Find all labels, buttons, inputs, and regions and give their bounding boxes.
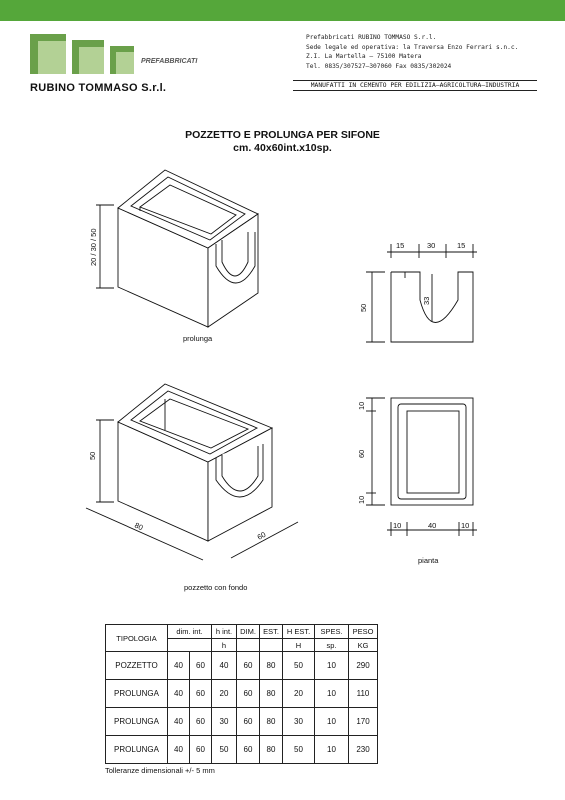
contact-line: Prefabbricati RUBINO TOMMASO S.r.l. (306, 34, 437, 41)
cell-d2: 80 (260, 652, 283, 680)
cell-tipologia: PROLUNGA (106, 680, 168, 708)
th-sub-H: H (283, 639, 315, 652)
dim-elev-height: 50 (359, 303, 368, 312)
cell-tipologia: PROLUNGA (106, 708, 168, 736)
elevation-drawing (366, 244, 477, 342)
dim-plan-b-mid: 40 (428, 521, 437, 530)
dim-elev-notch: 33 (422, 296, 431, 305)
document-subtitle: cm. 40x60int.x10sp. (233, 142, 332, 154)
cell-a: 40 (168, 652, 190, 680)
cell-peso: 170 (349, 708, 378, 736)
tolerance-note: Tolleranze dimensionali +/- 5 mm (105, 766, 215, 775)
cell-d1: 60 (237, 708, 260, 736)
dim-elev-right: 15 (457, 241, 466, 250)
th-h-est: H EST. (283, 625, 315, 639)
contact-line: Z.I. La Martella — 75100 Matera (306, 53, 422, 61)
dim-plan-top: 10 (357, 401, 366, 410)
th-h-int: h int. (212, 625, 237, 639)
table-row (106, 708, 378, 736)
cell-d1: 60 (237, 736, 260, 764)
cell-H: 50 (283, 652, 315, 680)
document-title: POZZETTO E PROLUNGA PER SIFONE (185, 129, 380, 141)
cell-a: 40 (168, 680, 190, 708)
table-row (106, 736, 378, 764)
cell-sp: 10 (315, 708, 349, 736)
th-dim: DIM. (237, 625, 260, 639)
cell-tipologia: POZZETTO (106, 652, 168, 680)
prolunga-drawing (118, 170, 258, 327)
th-est: EST. (260, 625, 283, 639)
dim-elev-left: 15 (396, 241, 405, 250)
cell-sp: 10 (315, 680, 349, 708)
table-header-row (106, 625, 378, 639)
cell-H: 30 (283, 708, 315, 736)
cell-d2: 80 (260, 708, 283, 736)
contact-line: Tel. 0835/307527—307060 Fax 0835/302024 (306, 62, 452, 70)
logo-tag: PREFABBRICATI (141, 58, 198, 65)
th-sub-kg: KG (349, 639, 378, 652)
cell-peso: 230 (349, 736, 378, 764)
cell-b: 60 (190, 652, 212, 680)
caption-pozzetto: pozzetto con fondo (184, 583, 248, 592)
caption-pianta: pianta (418, 556, 439, 565)
contact-line: Sede legale ed operativa: la Traversa Enzo Ferrari s.n.c. (306, 43, 519, 51)
dim-plan-b-left: 10 (393, 521, 402, 530)
th-dim-int: dim. int. (168, 625, 212, 639)
th-spes: SPES. (315, 625, 349, 639)
contact-block (306, 33, 546, 71)
cell-b: 60 (190, 736, 212, 764)
cell-b: 60 (190, 680, 212, 708)
cell-h: 20 (212, 680, 237, 708)
table-row (106, 652, 378, 680)
logo-block-1-inner (38, 41, 66, 74)
cell-h: 40 (212, 652, 237, 680)
cell-b: 60 (190, 708, 212, 736)
caption-prolunga: prolunga (183, 334, 213, 343)
dim-pozzetto-length: 80 (133, 520, 145, 533)
logo-block-3-inner (116, 52, 134, 74)
dim-plan-mid: 60 (357, 449, 366, 458)
cell-h: 30 (212, 708, 237, 736)
cell-peso: 290 (349, 652, 378, 680)
cell-H: 20 (283, 680, 315, 708)
dim-plan-bottom: 10 (357, 495, 366, 504)
technical-drawing (0, 160, 565, 600)
dim-pozzetto-width: 60 (255, 529, 268, 542)
dim-pozzetto-height: 50 (88, 451, 97, 460)
cell-d2: 80 (260, 736, 283, 764)
dim-plan-b-right: 10 (461, 521, 470, 530)
cell-sp: 10 (315, 652, 349, 680)
company-name: RUBINO TOMMASO S.r.l. (30, 82, 167, 94)
cell-d1: 60 (237, 652, 260, 680)
cell-H: 50 (283, 736, 315, 764)
pozzetto-drawing (118, 384, 272, 541)
th-sub-h: h (212, 639, 237, 652)
company-tagline: MANUFATTI IN CEMENTO PER EDILIZIA—AGRICOLTURA—INDUSTRIA (293, 80, 537, 91)
cell-h: 50 (212, 736, 237, 764)
cell-d1: 60 (237, 680, 260, 708)
dim-prolunga-height: 20 / 30 / 50 (89, 228, 98, 266)
plan-drawing (366, 398, 477, 536)
cell-tipologia: PROLUNGA (106, 736, 168, 764)
cell-d2: 80 (260, 680, 283, 708)
th-sub-sp: sp. (315, 639, 349, 652)
cell-a: 40 (168, 736, 190, 764)
cell-sp: 10 (315, 736, 349, 764)
spec-table (105, 624, 378, 764)
th-peso: PESO (349, 625, 378, 639)
dim-elev-mid: 30 (427, 241, 436, 250)
cell-a: 40 (168, 708, 190, 736)
cell-peso: 110 (349, 680, 378, 708)
th-tipologia: TIPOLOGIA (106, 625, 168, 652)
logo-block-2-inner (79, 47, 104, 74)
table-row (106, 680, 378, 708)
